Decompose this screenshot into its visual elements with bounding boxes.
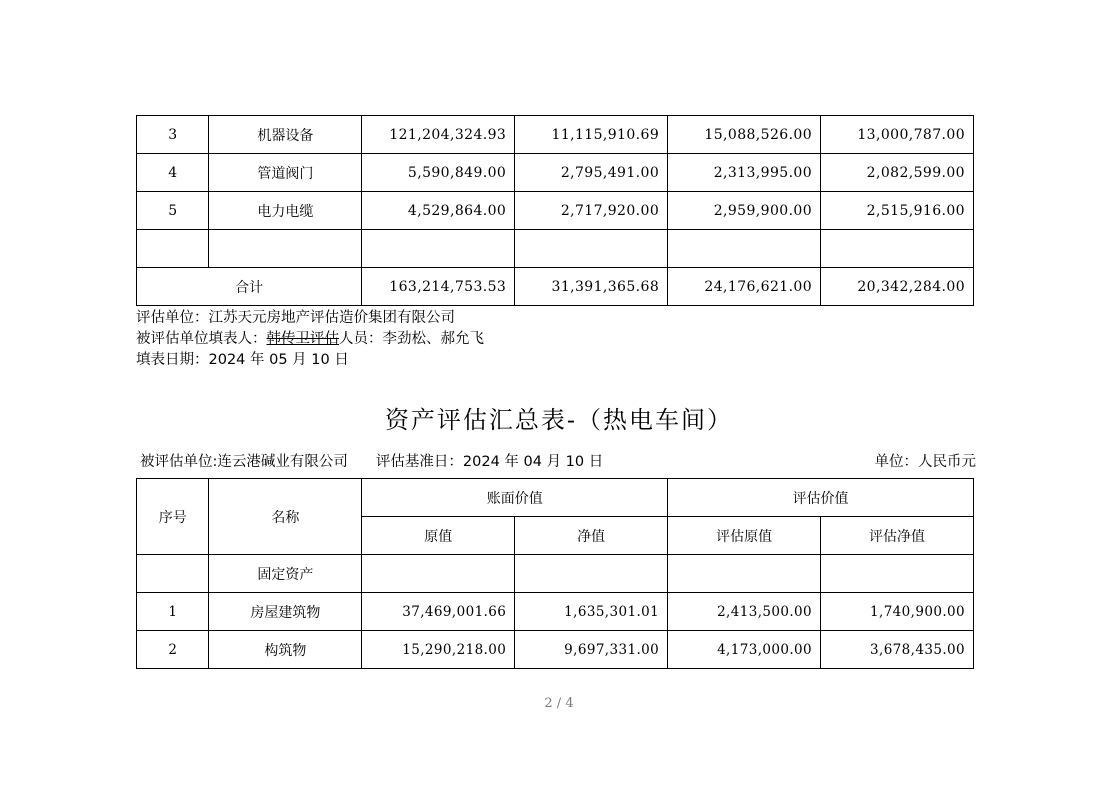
table-top [136,115,974,306]
row-appraised-net [821,230,974,268]
row-index: 2 [137,631,209,669]
row-book-original: 4,529,864.00 [362,192,515,230]
row-appraised-original: 2,959,900.00 [668,192,821,230]
meta-appraised-unit: 被评估单位:连云港碱业有限公司 [140,454,348,470]
page-number: 2 / 4 [544,696,574,711]
row-name: 固定资产 [209,555,362,593]
note-form-filler-prefix: 被评估单位填表人： [136,331,267,347]
row-index: 4 [137,154,209,192]
row-book-original: 37,469,001.66 [362,593,515,631]
row-name: 机器设备 [209,116,362,154]
row-name: 电力电缆 [209,192,362,230]
total-appraised-original: 24,176,621.00 [668,268,821,306]
meta-base-date: 评估基准日：2024 年 04 月 10 日 [375,454,604,470]
total-label: 合计 [137,268,362,306]
page-title: 资产评估汇总表-（热电车间） [384,406,734,434]
row-book-original: 15,290,218.00 [362,631,515,669]
meta-currency-unit: 单位：人民币元 [874,454,976,470]
row-name: 管道阀门 [209,154,362,192]
row-appraised-original [668,555,821,593]
header-appraised-net: 评估净值 [821,517,974,555]
header-book-net: 净值 [515,517,668,555]
note-form-filler-suffix: 人员：李劲松、郝允飞 [339,331,484,347]
row-book-net: 1,635,301.01 [515,593,668,631]
row-book-net: 9,697,331.00 [515,631,668,669]
row-appraised-net: 3,678,435.00 [821,631,974,669]
row-index [137,230,209,268]
row-appraised-net: 2,515,916.00 [821,192,974,230]
header-name: 名称 [209,479,362,555]
table-meta [140,450,976,471]
table-row [137,593,974,631]
row-appraised-net: 1,740,900.00 [821,593,974,631]
row-book-original: 5,590,849.00 [362,154,515,192]
row-index: 5 [137,192,209,230]
total-book-original: 163,214,753.53 [362,268,515,306]
table-row [137,154,974,192]
row-index: 3 [137,116,209,154]
row-appraised-original: 2,413,500.00 [668,593,821,631]
header-index: 序号 [137,479,209,555]
row-name: 房屋建筑物 [209,593,362,631]
header-appraised-original: 评估原值 [668,517,821,555]
table-notes [136,308,484,371]
row-appraised-original: 2,313,995.00 [668,154,821,192]
row-book-original [362,230,515,268]
total-appraised-net: 20,342,284.00 [821,268,974,306]
row-book-net: 11,115,910.69 [515,116,668,154]
row-appraised-net: 2,082,599.00 [821,154,974,192]
row-book-original [362,555,515,593]
table-row-empty [137,230,974,268]
row-book-net [515,555,668,593]
row-book-net: 2,717,920.00 [515,192,668,230]
assets-summary-table-thermal [136,478,974,669]
table-row [137,555,974,593]
table-header-row-1 [137,479,974,517]
row-index: 1 [137,593,209,631]
table-total-row [137,268,974,306]
note-form-filler-strikethrough: 韩传卫评估 [266,331,339,347]
row-book-original: 121,204,324.93 [362,116,515,154]
row-appraised-original [668,230,821,268]
row-index [137,555,209,593]
note-fill-date: 填表日期：2024 年 05 月 10 日 [136,352,349,368]
row-appraised-net: 13,000,787.00 [821,116,974,154]
row-book-net [515,230,668,268]
row-appraised-original: 4,173,000.00 [668,631,821,669]
row-appraised-net [821,555,974,593]
row-book-net: 2,795,491.00 [515,154,668,192]
row-name [209,230,362,268]
table-row [137,116,974,154]
note-appraisal-unit: 评估单位：江苏天元房地产评估造价集团有限公司 [136,310,455,326]
total-book-net: 31,391,365.68 [515,268,668,306]
table-row [137,192,974,230]
row-appraised-original: 15,088,526.00 [668,116,821,154]
header-book-value: 账面价值 [362,479,668,517]
header-book-original: 原值 [362,517,515,555]
table-bottom [136,478,974,669]
table-row [137,631,974,669]
note-form-filler [136,329,484,350]
header-appraised-value: 评估价值 [668,479,974,517]
row-name: 构筑物 [209,631,362,669]
assets-summary-table-continued [136,115,974,306]
